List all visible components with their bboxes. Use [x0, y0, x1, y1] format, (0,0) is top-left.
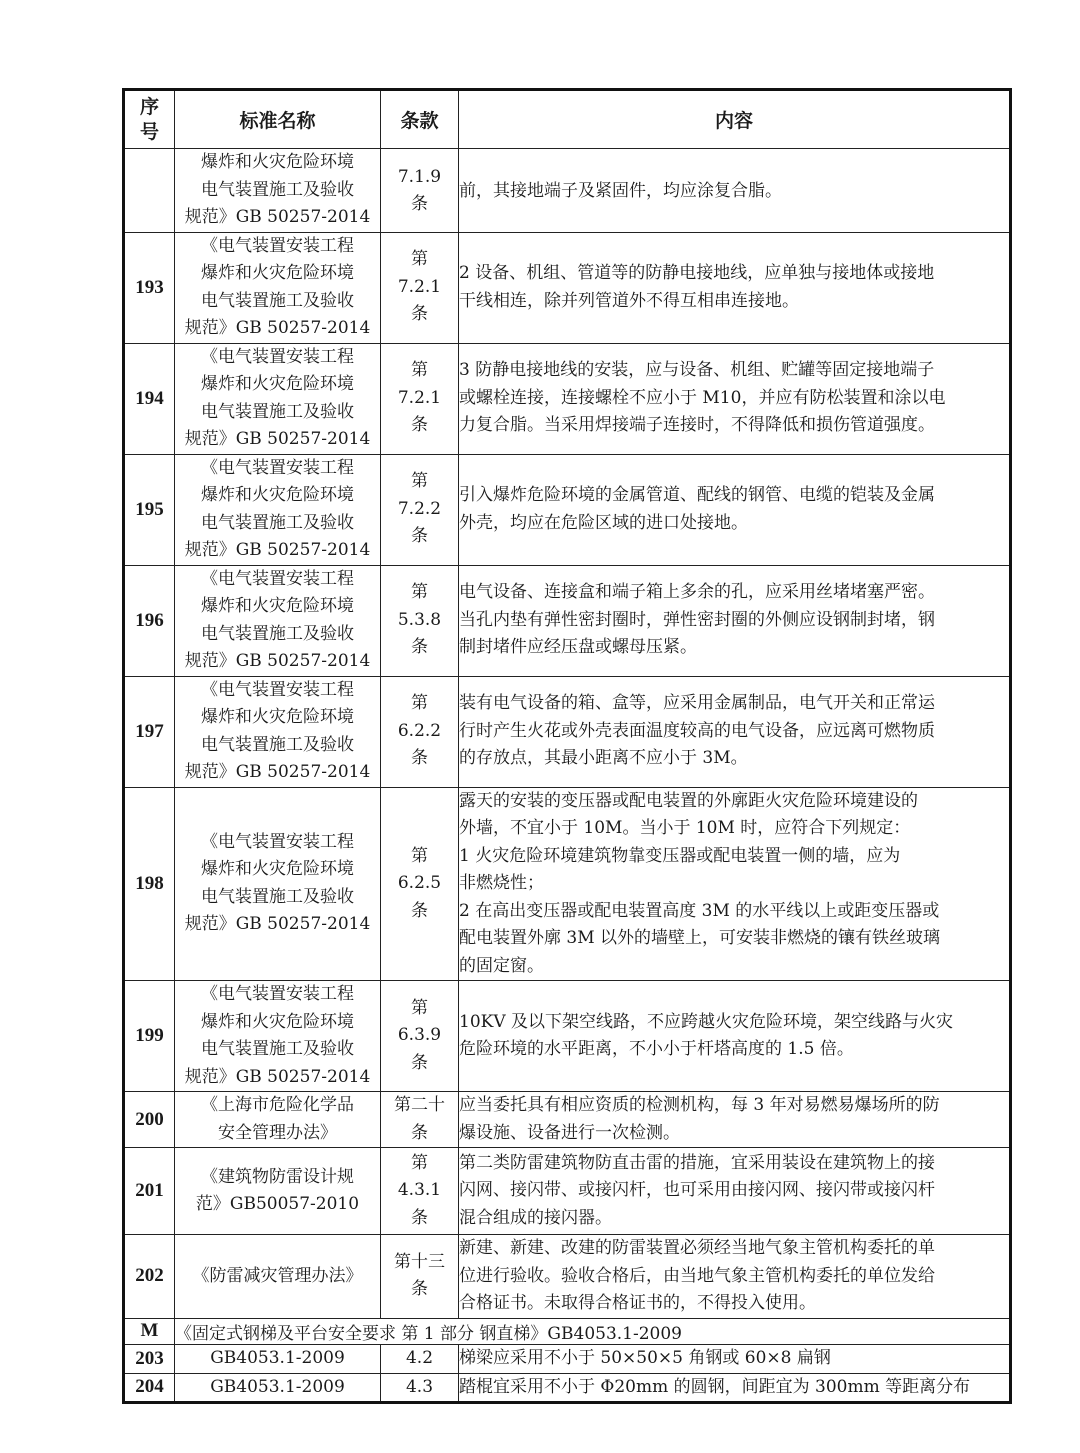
table-row	[124, 1235, 1011, 1319]
row-content: 踏棍宜采用不小于 Φ20mm 的圆钢，间距宜为 300mm 等距离分布	[459, 1373, 1011, 1403]
row-clause	[381, 981, 459, 1092]
content-line: 或螺栓连接，连接螺栓不应小于 M10，并应有防松装置和涂以电	[459, 387, 946, 408]
standard-name-line: 电气装置施工及验收	[201, 1039, 354, 1059]
content-line: 当孔内垫有弹性密封圈时，弹性密封圈的外侧应设钢制封堵，钢	[459, 609, 935, 630]
row-content	[459, 676, 1011, 787]
content-line: 露天的安装的变压器或配电装置的外廓距火灾危险环境建设的	[459, 790, 918, 811]
table-row	[124, 1092, 1011, 1148]
table-row	[124, 232, 1011, 343]
standard-name-line: 规范》GB 50257-2014	[184, 1066, 371, 1087]
content-line: 2 设备、机组、管道等的防静电接地线，应单独与接地体或接地	[459, 263, 935, 283]
clause-line: 条	[411, 900, 428, 921]
standard-name-line: 爆炸和火灾危险环境	[201, 859, 354, 880]
header-content: 内容	[459, 90, 1011, 149]
row-content	[459, 232, 1011, 343]
standard-name-line: 《电气装置安装工程	[201, 984, 354, 1004]
standard-name-line: 电气装置施工及验收	[201, 401, 354, 422]
clause-line: 7.2.2	[397, 498, 442, 519]
clause-line: 6.2.2	[397, 720, 442, 741]
standard-name-line: 《电气装置安装工程	[201, 568, 354, 589]
row-content: 梯梁应采用不小于 50×50×5 角钢或 60×8 扁钢	[459, 1344, 1011, 1373]
row-seq: 201	[124, 1148, 175, 1235]
table-row	[124, 1344, 1011, 1373]
row-seq: 193	[124, 232, 175, 343]
section-title: 《固定式钢梯及平台安全要求 第 1 部分 钢直梯》GB4053.1-2009	[175, 1318, 1011, 1344]
standard-name-line: 《电气装置安装工程	[201, 235, 354, 256]
content-line: 配电装置外廓 3M 以外的墙壁上，可安装非燃烧的镶有铁丝玻璃	[459, 928, 941, 948]
table-row	[124, 787, 1011, 981]
clause-line: 条	[411, 748, 428, 769]
row-seq: 196	[124, 565, 175, 676]
standard-name-line: 爆炸和火灾危险环境	[201, 263, 354, 283]
content-line: 外墙，不宜小于 10M。当小于 10M 时，应符合下列规定：	[459, 818, 911, 838]
row-clause	[381, 1092, 459, 1148]
content-line: 应当委托具有相应资质的检测机构，每 3 年对易燃易爆场所的防	[459, 1095, 940, 1115]
content-line: 制封堵件应经压盘或螺母压紧。	[459, 637, 697, 658]
table-row-continued	[124, 149, 1011, 233]
standard-name-line: 爆炸和火灾危险环境	[201, 596, 354, 616]
row-standard-name	[175, 1092, 381, 1148]
row-content: 前，其接地端子及紧固件，均应涂复合脂。	[459, 149, 1011, 233]
standard-name-line: 爆炸和火灾危险环境	[201, 1011, 354, 1032]
row-clause	[381, 1235, 459, 1319]
standard-name-line: 《电气装置安装工程	[201, 346, 354, 367]
content-line: 闪网、接闪带、或接闪杆，也可采用由接闪网、接闪带或接闪杆	[459, 1180, 935, 1201]
section-row-m	[124, 1318, 1011, 1344]
standard-name-line: 规范》GB 50257-2014	[184, 914, 371, 935]
clause-line: 4.3.1	[397, 1180, 442, 1201]
standard-name-line: 爆炸和火灾危险环境	[201, 485, 354, 505]
standard-name-line: 规范》GB 50257-2014	[184, 540, 371, 560]
standard-name-line: 规范》GB 50257-2014	[184, 651, 371, 671]
clause-line: 7.2.1	[397, 276, 442, 297]
row-clause	[381, 787, 459, 981]
row-standard-name	[175, 565, 381, 676]
row-clause	[381, 1148, 459, 1235]
row-clause	[381, 676, 459, 787]
row-content	[459, 1148, 1011, 1235]
clause-line: 第	[411, 997, 428, 1018]
row-seq: 197	[124, 676, 175, 787]
clause-line: 第	[411, 249, 428, 270]
clause-line: 第	[411, 1152, 428, 1173]
table-row	[124, 1148, 1011, 1235]
content-line: 合格证书。未取得合格证书的，不得投入使用。	[459, 1293, 816, 1313]
content-line: 外壳，均应在危险区域的进口处接地。	[459, 512, 748, 533]
content-line: 1 火灾危险环境建筑物靠变压器或配电装置一侧的墙，应为	[459, 845, 901, 866]
row-content	[459, 1092, 1011, 1148]
row-standard-name	[175, 1148, 381, 1235]
clause-line: 第十三	[394, 1251, 445, 1272]
section-seq: M	[124, 1318, 175, 1344]
table-row	[124, 454, 1011, 565]
clause-line: 第	[411, 845, 428, 866]
content-line: 新建、新建、改建的防雷装置必须经当地气象主管机构委托的单	[459, 1238, 935, 1258]
row-seq: 194	[124, 343, 175, 454]
content-line: 装有电气设备的箱、盒等，应采用金属制品，电气开关和正常运	[459, 693, 935, 714]
row-standard-name	[175, 232, 381, 343]
row-seq: 198	[124, 787, 175, 981]
table-row	[124, 1373, 1011, 1403]
table-header-row	[124, 90, 1011, 149]
table-body	[124, 149, 1011, 1403]
standards-table	[122, 88, 1012, 1404]
standard-name-line: 电气装置施工及验收	[201, 886, 354, 907]
row-clause	[381, 454, 459, 565]
row-standard-name	[175, 1235, 381, 1319]
row-clause	[381, 343, 459, 454]
content-line: 第二类防雷建筑物防直击雷的措施，宜采用装设在建筑物上的接	[459, 1152, 935, 1173]
content-line: 位进行验收。验收合格后，由当地气象主管机构委托的单位发给	[459, 1265, 935, 1286]
row-seq: 195	[124, 454, 175, 565]
standard-name-line: 电气装置施工及验收	[201, 734, 354, 755]
content-line: 混合组成的接闪器。	[459, 1207, 612, 1228]
standard-name-line: 范》GB50057-2010	[195, 1194, 360, 1214]
row-content	[459, 981, 1011, 1092]
standard-name-line: 《电气装置安装工程	[201, 679, 354, 700]
standard-name-line: 《上海市危险化学品	[201, 1095, 354, 1115]
clause-line: 6.2.5	[397, 873, 442, 893]
row-standard-name	[175, 676, 381, 787]
standard-name-line: 规范》GB 50257-2014	[184, 762, 371, 782]
content-line: 10KV 及以下架空线路，不应跨越火灾危险环境，架空线路与火灾	[459, 1011, 954, 1032]
header-clause: 条款	[381, 90, 459, 149]
row-seq: 203	[124, 1344, 175, 1373]
standard-name-line: 爆炸和火灾危险环境	[201, 374, 354, 394]
header-name: 标准名称	[175, 90, 381, 149]
clause-line: 条	[411, 1052, 428, 1073]
row-clause	[381, 565, 459, 676]
row-content	[459, 787, 1011, 981]
row-standard-name	[175, 454, 381, 565]
content-line: 非燃烧性；	[459, 873, 544, 893]
standard-name-line: 《建筑物防雷设计规	[201, 1166, 354, 1187]
clause-line: 条	[411, 1279, 428, 1300]
standard-name-line: 爆炸和火灾危险环境	[201, 707, 354, 727]
clause-line: 条	[411, 415, 428, 436]
table-row	[124, 981, 1011, 1092]
standard-name-line: 《电气装置安装工程	[201, 457, 354, 478]
table-row	[124, 343, 1011, 454]
row-seq: 199	[124, 981, 175, 1092]
row-standard-name: 爆炸和火灾危险环境 电气装置施工及验收 规范》GB 50257-2014	[175, 149, 381, 233]
content-line: 2 在高出变压器或配电装置高度 3M 的水平线以上或距变压器或	[459, 900, 940, 921]
content-line: 行时产生火花或外壳表面温度较高的电气设备，应远离可燃物质	[459, 720, 935, 741]
clause-line: 条	[411, 1207, 428, 1228]
row-content	[459, 343, 1011, 454]
table-row	[124, 676, 1011, 787]
content-line: 干线相连，除并列管道外不得互相串连接地。	[459, 290, 799, 311]
row-clause: 4.3	[381, 1373, 459, 1403]
content-line: 3 防静电接地线的安装，应与设备、机组、贮罐等固定接地端子	[459, 360, 935, 381]
row-standard-name	[175, 343, 381, 454]
content-line: 力复合脂。当采用焊接端子连接时，不得降低和损伤管道强度。	[459, 415, 935, 436]
clause-line: 6.3.9	[397, 1025, 442, 1046]
standard-name-line: 《电气装置安装工程	[201, 831, 354, 852]
clause-line: 条	[411, 637, 428, 658]
standard-name-line: 规范》GB 50257-2014	[184, 429, 371, 449]
standard-name-line: 电气装置施工及验收	[201, 623, 354, 644]
content-line: 的存放点，其最小距离不应小于 3M。	[459, 748, 748, 769]
row-standard-name: GB4053.1-2009	[175, 1344, 381, 1373]
standard-name-line: 规范》GB 50257-2014	[184, 318, 371, 338]
row-seq: 200	[124, 1092, 175, 1148]
content-line: 的固定窗。	[459, 955, 544, 976]
row-content	[459, 565, 1011, 676]
row-seq	[124, 149, 175, 233]
content-line: 引入爆炸危险环境的金属管道、配线的钢管、电缆的铠装及金属	[459, 485, 935, 505]
content-line: 电气设备、连接盒和端子箱上多余的孔，应采用丝堵堵塞严密。	[459, 582, 935, 603]
row-standard-name	[175, 787, 381, 981]
content-line: 爆设施、设备进行一次检测。	[459, 1122, 680, 1143]
row-clause: 4.2	[381, 1344, 459, 1373]
table-row	[124, 565, 1011, 676]
clause-line: 第二十	[394, 1095, 445, 1115]
header-seq: 序号	[124, 90, 175, 149]
standard-name-line: 电气装置施工及验收	[201, 512, 354, 533]
row-standard-name: GB4053.1-2009	[175, 1373, 381, 1403]
row-content	[459, 454, 1011, 565]
clause-line: 第	[411, 582, 428, 603]
clause-line: 条	[411, 526, 428, 547]
clause-line: 第	[411, 693, 428, 714]
clause-line: 第	[411, 471, 428, 492]
clause-line: 5.3.8	[397, 609, 442, 630]
clause-line: 条	[411, 304, 428, 325]
row-content	[459, 1235, 1011, 1319]
clause-line: 7.2.1	[397, 387, 442, 408]
standard-name-line: 电气装置施工及验收	[201, 290, 354, 311]
content-line: 危险环境的水平距离，不小小于杆塔高度的 1.5 倍。	[459, 1039, 854, 1059]
clause-line: 条	[411, 1122, 428, 1143]
row-seq: 202	[124, 1235, 175, 1319]
row-standard-name	[175, 981, 381, 1092]
row-clause: 7.1.9 条	[381, 149, 459, 233]
row-clause	[381, 232, 459, 343]
standard-name-line: 《防雷减灾管理办法》	[192, 1265, 363, 1286]
standard-name-line: 安全管理办法》	[218, 1122, 337, 1143]
clause-line: 第	[411, 360, 428, 381]
row-seq: 204	[124, 1373, 175, 1403]
